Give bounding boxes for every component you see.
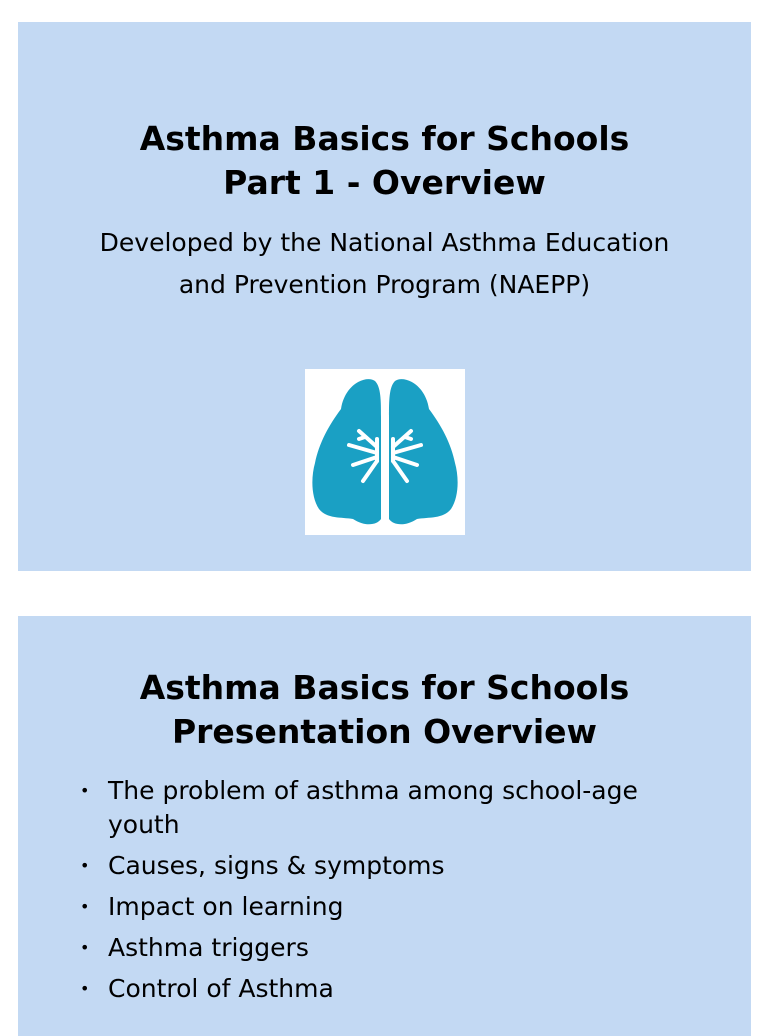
lungs-icon	[305, 369, 465, 535]
bullet-text: Impact on learning	[108, 892, 344, 921]
slide-1-title-line-1: Asthma Basics for Schools	[139, 119, 630, 158]
bullet-dot-icon: •	[80, 897, 90, 916]
bullet-text: Asthma triggers	[108, 933, 309, 962]
bullet-text: Causes, signs & symptoms	[108, 851, 445, 880]
bullet-text: Control of Asthma	[108, 974, 334, 1003]
slide-1-title	[18, 117, 751, 205]
slide-1-title-line-2: Part 1 - Overview	[223, 163, 546, 202]
bullet-dot-icon: •	[80, 781, 90, 800]
slide-1-subtitle-line-1: Developed by the National Asthma Education	[99, 228, 670, 257]
slide-2-title	[18, 666, 751, 754]
bullet-item	[18, 849, 751, 883]
bullet-dot-icon: •	[80, 979, 90, 998]
bullet-dot-icon: •	[80, 938, 90, 957]
slide-1-subtitle	[18, 222, 751, 306]
slide-2	[18, 616, 751, 1036]
slide-1-subtitle-line-2: and Prevention Program (NAEPP)	[178, 270, 591, 299]
bullet-item	[18, 931, 751, 965]
bullet-dot-icon: •	[80, 856, 90, 875]
slide-2-title-line-2: Presentation Overview	[171, 712, 598, 751]
bullet-item	[18, 890, 751, 924]
lungs-image	[305, 369, 465, 535]
slide-2-title-line-1: Asthma Basics for Schools	[139, 668, 630, 707]
bullet-item	[18, 774, 751, 842]
bullet-text: The problem of asthma among school-age youth	[108, 776, 638, 839]
overview-bullet-list	[18, 774, 751, 1013]
bullet-item	[18, 972, 751, 1006]
slide-1	[18, 22, 751, 571]
